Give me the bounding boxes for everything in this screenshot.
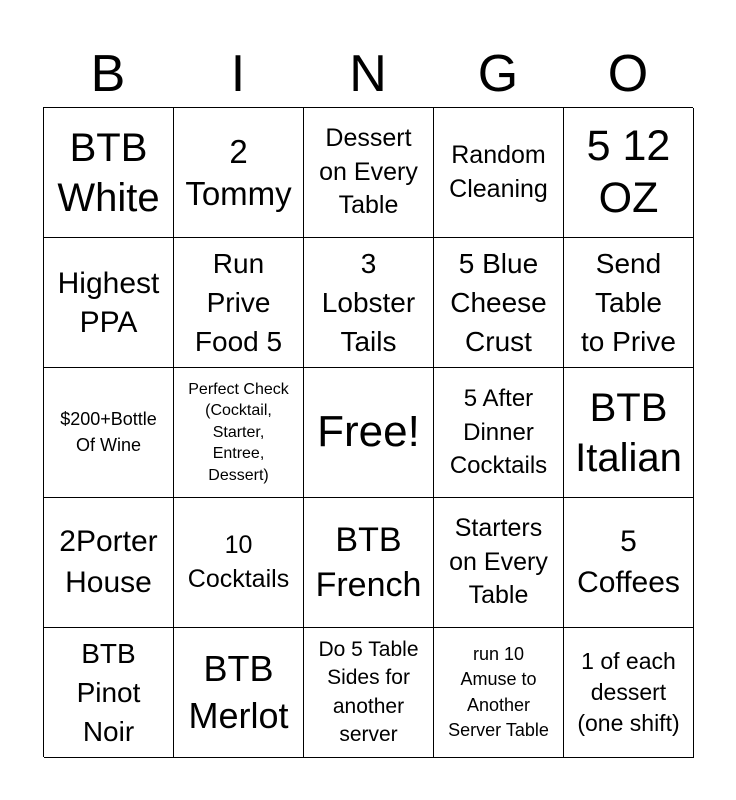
bingo-cell[interactable]: 3 Lobster Tails	[304, 238, 434, 368]
bingo-cell[interactable]: BTB Merlot	[174, 628, 304, 758]
bingo-cell[interactable]: Send Table to Prive	[564, 238, 694, 368]
bingo-cell[interactable]: Do 5 Table Sides for another server	[304, 628, 434, 758]
header-letter-o: O	[607, 45, 649, 103]
bingo-cell[interactable]: BTB Pinot Noir	[44, 628, 174, 758]
bingo-cell[interactable]: run 10 Amuse to Another Server Table	[434, 628, 564, 758]
bingo-cell[interactable]: Run Prive Food 5	[174, 238, 304, 368]
bingo-cell[interactable]: Random Cleaning	[434, 108, 564, 238]
bingo-header	[43, 40, 693, 108]
bingo-cell[interactable]: 5 Blue Cheese Crust	[434, 238, 564, 368]
bingo-cell[interactable]: BTB White	[44, 108, 174, 238]
header-letter-i: I	[230, 45, 246, 103]
bingo-cell[interactable]: BTB Italian	[564, 368, 694, 498]
bingo-cell[interactable]: Starters on Every Table	[434, 498, 564, 628]
free-space[interactable]: Free!	[304, 368, 434, 498]
bingo-cell[interactable]: Perfect Check (Cocktail, Starter, Entree, Dessert)	[174, 368, 304, 498]
header-letter-g: G	[477, 45, 519, 103]
bingo-cell[interactable]: 2Porter House	[44, 498, 174, 628]
bingo-cell[interactable]: 10 Cocktails	[174, 498, 304, 628]
header-letter-n: N	[349, 45, 387, 103]
header-letter-b: B	[90, 45, 126, 103]
bingo-cell[interactable]: 2 Tommy	[174, 108, 304, 238]
bingo-cell[interactable]: 5 12 OZ	[564, 108, 694, 238]
bingo-cell[interactable]: 1 of each dessert (one shift)	[564, 628, 694, 758]
bingo-cell[interactable]: BTB French	[304, 498, 434, 628]
bingo-cell[interactable]: Dessert on Every Table	[304, 108, 434, 238]
bingo-cell[interactable]: Highest PPA	[44, 238, 174, 368]
bingo-cell[interactable]: 5 Coffees	[564, 498, 694, 628]
bingo-grid	[43, 107, 693, 757]
bingo-cell[interactable]: $200+Bottle Of Wine	[44, 368, 174, 498]
bingo-cell[interactable]: 5 After Dinner Cocktails	[434, 368, 564, 498]
